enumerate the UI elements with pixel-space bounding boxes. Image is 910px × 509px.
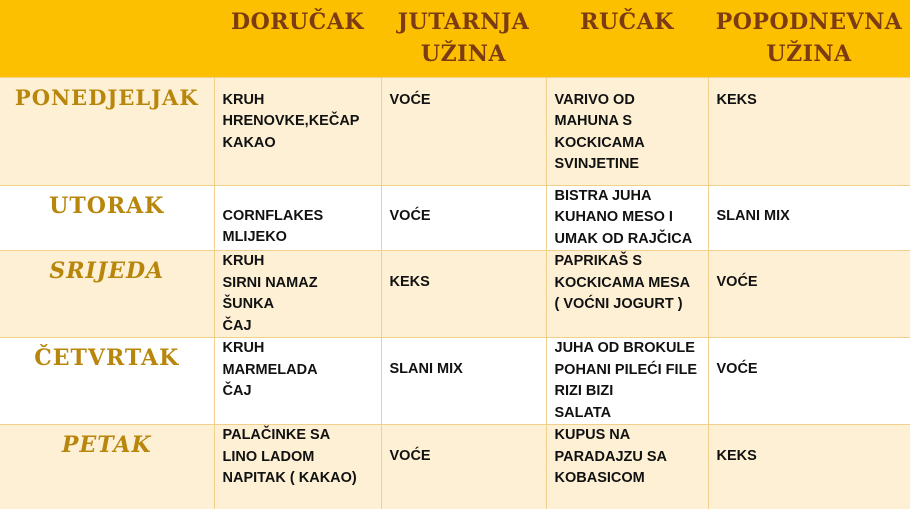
menu-line: JUHA OD BROKULE — [554, 340, 695, 356]
menu-line: SLANI MIX — [716, 207, 790, 224]
jutarnja-cell — [381, 251, 546, 338]
menu-line: PAPRIKAŠ S — [554, 253, 643, 269]
menu-line: KOCKICAMA — [554, 134, 645, 151]
day-label: PONEDJELJAK — [14, 84, 199, 110]
header-row — [0, 0, 910, 77]
menu-line: LINO LADOM — [222, 448, 315, 465]
menu-line: VOĆE — [389, 91, 431, 108]
day-cell — [0, 251, 214, 338]
dorucak-cell — [214, 338, 381, 425]
dorucak-cell — [214, 185, 381, 251]
menu-line: KEKS — [716, 91, 757, 108]
day-cell — [0, 425, 214, 509]
header-corner — [0, 0, 214, 77]
menu-line: ( VOĆNI JOGURT ) — [554, 296, 683, 312]
header-popodnevna-uzina — [708, 0, 910, 77]
day-label: ČETVRTAK — [34, 345, 180, 371]
header-line: DORUČAK — [231, 9, 364, 35]
menu-line: CORNFLAKES — [222, 207, 324, 224]
dorucak-cell — [214, 425, 381, 509]
menu-line: SIRNI NAMAZ — [222, 274, 318, 291]
menu-line: PARADAJZU SA — [554, 448, 668, 465]
popodnevna-cell — [708, 77, 910, 185]
menu-line: VOĆE — [389, 207, 431, 224]
rucak-cell — [546, 77, 708, 185]
menu-line: KRUH — [222, 91, 265, 108]
menu-line: ŠUNKA — [222, 296, 275, 312]
jutarnja-cell — [381, 425, 546, 509]
menu-line: KUPUS NA — [554, 427, 631, 443]
menu-line: KRUH — [222, 340, 265, 356]
day-label: SRIJEDA — [49, 258, 165, 284]
header-line: POPODNEVNA — [715, 9, 903, 35]
day-cell — [0, 77, 214, 185]
table-row — [0, 185, 910, 251]
menu-line: KEKS — [389, 274, 430, 290]
day-cell — [0, 338, 214, 425]
menu-line: ČAJ — [222, 383, 252, 399]
table-row — [0, 425, 910, 509]
menu-line: VOĆE — [716, 361, 758, 377]
table-row — [0, 338, 910, 425]
menu-line: NAPITAK ( KAKAO) — [222, 470, 357, 486]
menu-line: ČAJ — [222, 317, 252, 334]
rucak-cell — [546, 251, 708, 338]
menu-line: HRENOVKE,KEČAP — [222, 113, 360, 129]
day-label: PETAK — [61, 432, 152, 458]
menu-line: RIZI BIZI — [554, 383, 614, 399]
header-line: UŽINA — [420, 41, 507, 67]
jutarnja-cell — [381, 77, 546, 185]
menu-line: KOBASICOM — [554, 470, 645, 486]
popodnevna-cell — [708, 251, 910, 338]
menu-line: MARMELADA — [222, 361, 318, 378]
menu-line: SLANI MIX — [389, 361, 463, 377]
dorucak-cell — [214, 251, 381, 338]
menu-line: KUHANO MESO I — [554, 209, 673, 225]
popodnevna-cell — [708, 425, 910, 509]
header-line: RUČAK — [580, 9, 674, 35]
rucak-cell — [546, 338, 708, 425]
jutarnja-cell — [381, 185, 546, 251]
menu-line: SVINJETINE — [554, 156, 640, 172]
menu-line: MAHUNA S — [554, 113, 633, 129]
table-row — [0, 251, 910, 338]
menu-line: VOĆE — [716, 274, 758, 290]
menu-line: PALAČINKE SA — [222, 427, 331, 443]
rucak-cell — [546, 185, 708, 251]
dorucak-cell — [214, 77, 381, 185]
menu-line: VOĆE — [389, 448, 431, 464]
menu-line: KAKAO — [222, 134, 276, 151]
popodnevna-cell — [708, 185, 910, 251]
menu-line: KRUH — [222, 253, 265, 269]
header-rucak — [546, 0, 708, 77]
menu-line: VARIVO OD — [554, 91, 635, 108]
day-label: UTORAK — [49, 192, 165, 219]
header-line: UŽINA — [766, 41, 852, 67]
header-jutarnja-uzina — [381, 0, 546, 77]
header-dorucak — [214, 0, 381, 77]
rucak-cell — [546, 425, 708, 509]
menu-line: POHANI PILEĆI FILE — [554, 361, 698, 378]
menu-line: BISTRA JUHA — [554, 187, 652, 204]
menu-line: KOCKICAMA MESA — [554, 274, 691, 291]
menu-line: UMAK OD RAJČICA — [554, 230, 693, 247]
menu-line: SALATA — [554, 404, 612, 421]
popodnevna-cell — [708, 338, 910, 425]
table-row — [0, 77, 910, 185]
menu-line: MLIJEKO — [222, 229, 287, 245]
header-line: JUTARNJA — [397, 9, 530, 35]
menu-line: KEKS — [716, 448, 757, 464]
day-cell — [0, 185, 214, 251]
jutarnja-cell — [381, 338, 546, 425]
